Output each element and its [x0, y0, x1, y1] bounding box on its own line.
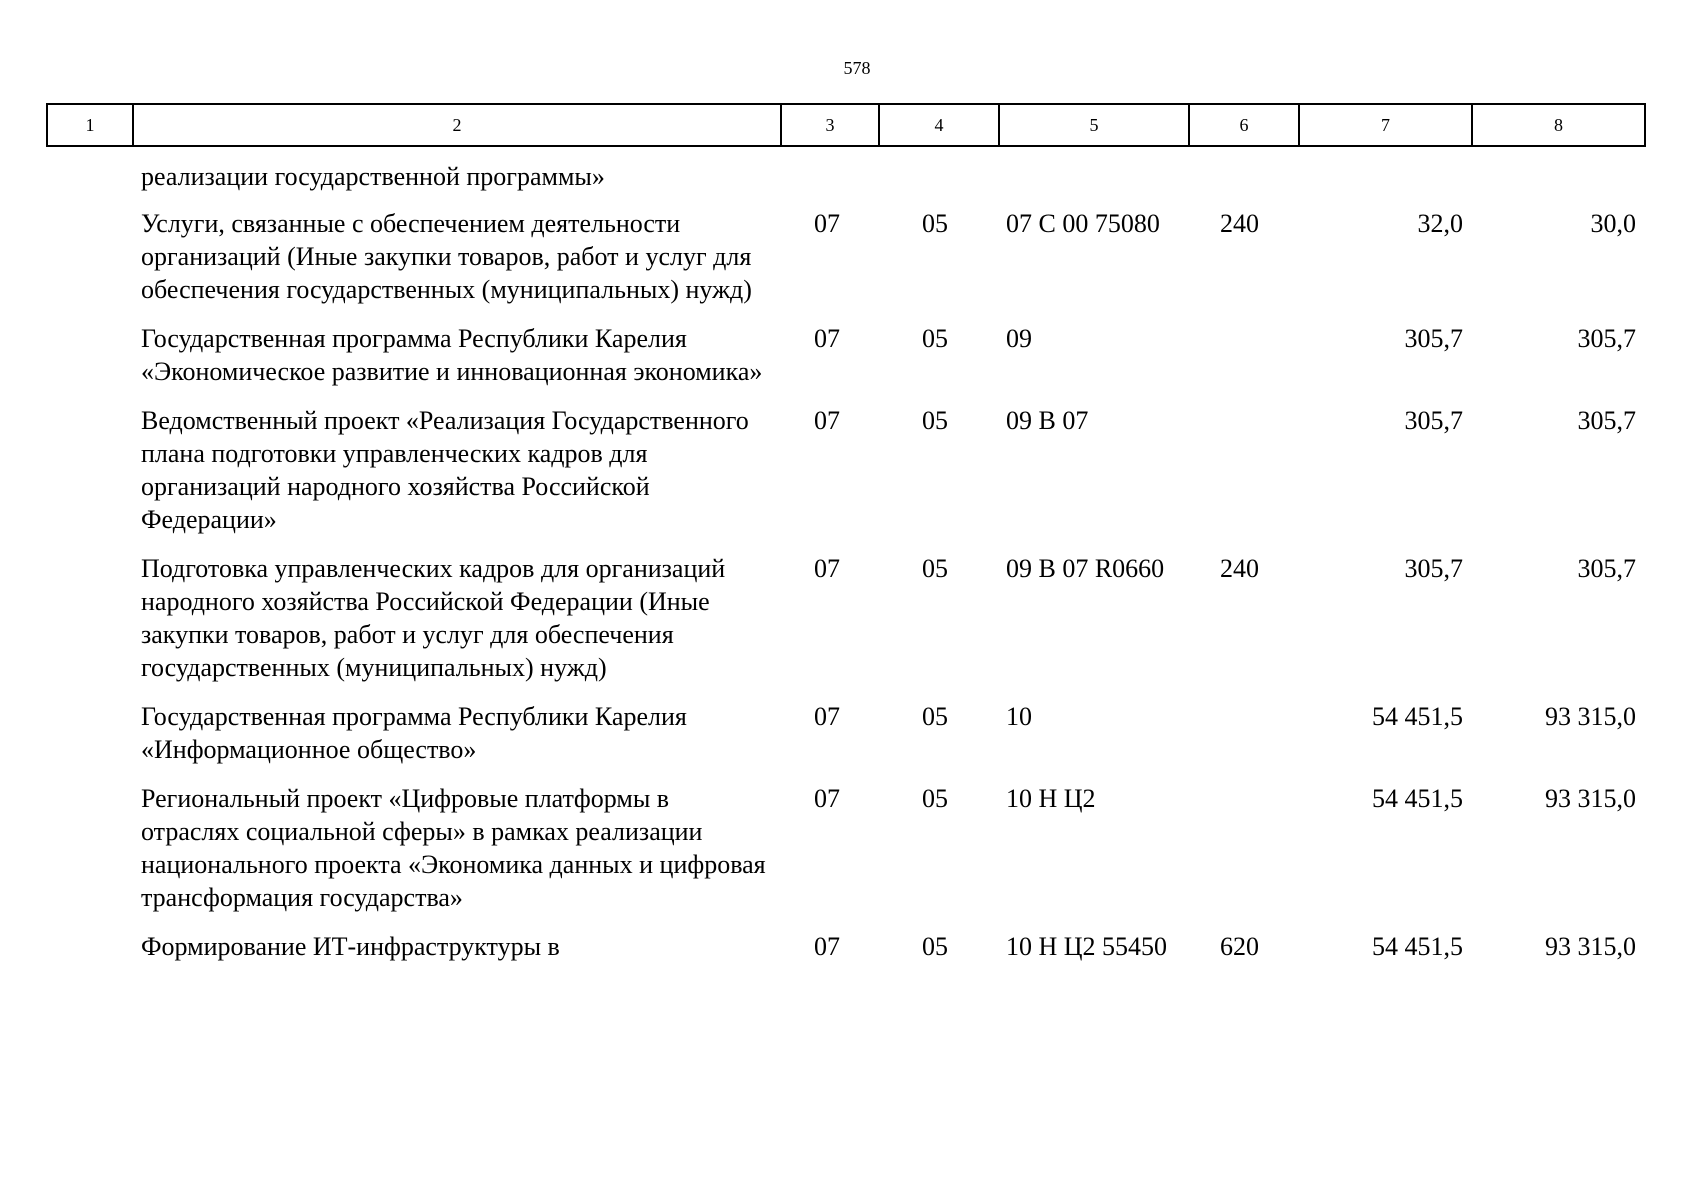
- row-value-1: 54 451,5: [1372, 702, 1463, 731]
- row-section: 07: [814, 932, 840, 961]
- page-number: 578: [843, 58, 871, 78]
- header-col-2: 2: [133, 104, 781, 146]
- row-target-article: 09 В 07 R0660: [1006, 554, 1165, 583]
- header-col-1: 1: [47, 104, 133, 146]
- row-value-1: 305,7: [1404, 554, 1463, 583]
- row-value-1: 54 451,5: [1372, 784, 1463, 813]
- row-expense-type: [1188, 404, 1298, 552]
- row-value-2: 93 315,0: [1545, 702, 1636, 731]
- row-subsection: 05: [922, 406, 948, 435]
- row-subsection: 05: [922, 702, 948, 731]
- column-number-header: [46, 103, 1646, 147]
- row-expense-type: 240: [1220, 554, 1259, 583]
- row-expense-type: [1188, 322, 1298, 404]
- row-value-2: 305,7: [1577, 406, 1636, 435]
- row-target-article: 10 Н Ц2 55450: [1006, 932, 1168, 961]
- table-row: [46, 322, 1644, 404]
- row-section: 07: [814, 209, 840, 238]
- row-value-1: 32,0: [1417, 209, 1463, 238]
- row-expense-type: [1188, 782, 1298, 930]
- row-subsection: 05: [922, 209, 948, 238]
- row-target-article: 07 С 00 75080: [1006, 209, 1160, 238]
- header-col-5: 5: [999, 104, 1189, 146]
- budget-table: [46, 160, 1644, 979]
- continuation-text: реализации государственной программы»: [141, 162, 605, 191]
- row-subsection: 05: [922, 554, 948, 583]
- row-expense-type: [1188, 700, 1298, 782]
- row-value-1: 305,7: [1404, 324, 1463, 353]
- row-value-2: 93 315,0: [1545, 784, 1636, 813]
- table-row: [46, 930, 1644, 979]
- row-section: 07: [814, 702, 840, 731]
- row-name: Подготовка управленческих кадров для организаций народного хозяйства Российской Федерации (Иные закупки товаров, работ и услуг для обеспечения государственных (муниципальных) нужд): [141, 554, 726, 682]
- row-expense-type: 240: [1220, 209, 1259, 238]
- header-col-8: 8: [1472, 104, 1645, 146]
- row-value-1: 54 451,5: [1372, 932, 1463, 961]
- row-name: Услуги, связанные с обеспечением деятельности организаций (Иные закупки товаров, работ и услуг для обеспечения государственных (муниципальных) нужд): [141, 209, 752, 304]
- row-section: 07: [814, 784, 840, 813]
- table-row: [46, 552, 1644, 700]
- header-col-7: 7: [1299, 104, 1472, 146]
- row-section: 07: [814, 324, 840, 353]
- header-col-3: 3: [781, 104, 879, 146]
- row-value-2: 305,7: [1577, 324, 1636, 353]
- row-subsection: 05: [922, 784, 948, 813]
- row-section: 07: [814, 406, 840, 435]
- row-target-article: 09 В 07: [1006, 406, 1089, 435]
- table-row: [46, 782, 1644, 930]
- row-subsection: 05: [922, 324, 948, 353]
- row-name: Региональный проект «Цифровые платформы в отраслях социальной сферы» в рамках реализации национального проекта «Экономика данных и цифровая трансформация государства»: [141, 784, 766, 912]
- row-subsection: 05: [922, 932, 948, 961]
- row-name: Ведомственный проект «Реализация Государственного плана подготовки управленческих кадров для организаций народного хозяйства Российской Федерации»: [141, 406, 749, 534]
- row-value-2: 93 315,0: [1545, 932, 1636, 961]
- row-name: Государственная программа Республики Карелия «Информационное общество»: [141, 702, 687, 764]
- row-target-article: 10 Н Ц2: [1006, 784, 1096, 813]
- table-row: [46, 404, 1644, 552]
- row-target-article: 10: [1006, 702, 1032, 731]
- row-value-2: 30,0: [1590, 209, 1636, 238]
- continuation-row: [46, 160, 1644, 207]
- row-section: 07: [814, 554, 840, 583]
- table-row: [46, 700, 1644, 782]
- row-name: Формирование ИТ-инфраструктуры в: [141, 932, 560, 961]
- header-col-4: 4: [879, 104, 999, 146]
- row-value-2: 305,7: [1577, 554, 1636, 583]
- row-value-1: 305,7: [1404, 406, 1463, 435]
- table-row: [46, 207, 1644, 322]
- header-col-6: 6: [1189, 104, 1299, 146]
- row-target-article: 09: [1006, 324, 1032, 353]
- row-name: Государственная программа Республики Карелия «Экономическое развитие и инновационная экономика»: [141, 324, 763, 386]
- row-expense-type: 620: [1220, 932, 1259, 961]
